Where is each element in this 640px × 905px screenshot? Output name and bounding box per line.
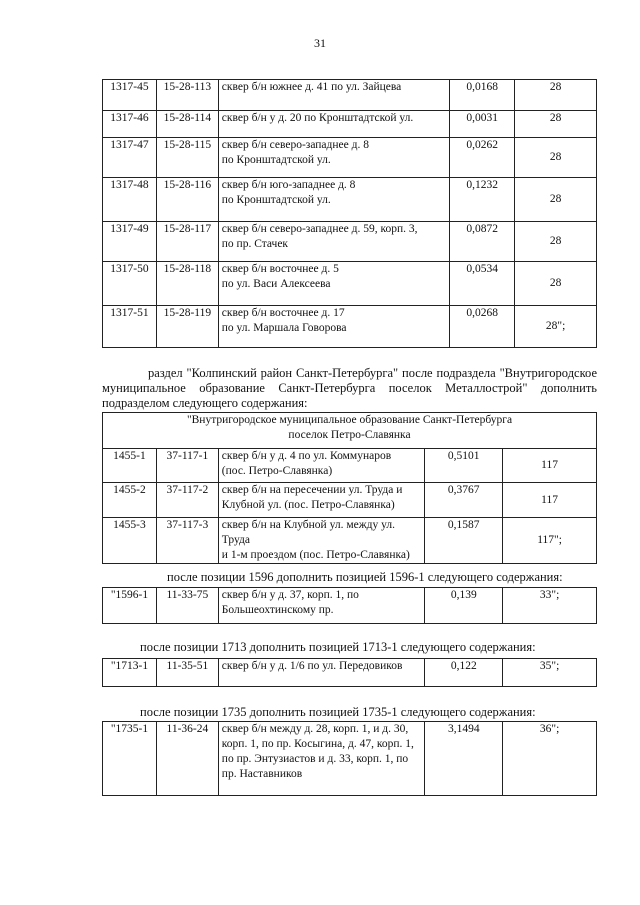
table-row: [103, 222, 597, 262]
description-line: Большеохтинскому пр.: [221, 604, 334, 616]
description-line: сквер б/н между д. 28, корп. 1, и д. 30,: [221, 723, 409, 735]
subsection-header: [103, 413, 597, 449]
position-code-cell: 1317-49: [103, 222, 157, 262]
registry-code-cell: 15-28-118: [156, 262, 218, 306]
district-number-cell: 33";: [503, 588, 597, 624]
description-cell: [218, 518, 425, 564]
registry-code-cell: 15-28-113: [156, 80, 218, 111]
description-line: по Кронштадтской ул.: [221, 194, 331, 206]
description-cell: [218, 80, 449, 111]
table-row: [103, 659, 597, 687]
description-line: пр. Наставников: [221, 768, 303, 780]
district-number-cell: 36";: [503, 722, 597, 796]
area-cell: 0,0872: [450, 222, 515, 262]
description-line: сквер б/н у д. 20 по Кронштадтской ул.: [221, 112, 414, 124]
position-code-cell: 1455-1: [103, 449, 157, 483]
district-number-cell: 28: [515, 178, 597, 222]
area-cell: 0,122: [425, 659, 503, 687]
area-cell: 0,0534: [450, 262, 515, 306]
description-cell: [218, 262, 449, 306]
position-code-cell: 1317-51: [103, 306, 157, 348]
description-cell: [218, 449, 425, 483]
description-line: Клубной ул. (пос. Петро-Славянка): [221, 499, 395, 511]
area-cell: 0,0268: [450, 306, 515, 348]
description-line: по Кронштадтской ул.: [221, 154, 331, 166]
insert-intro-1735: после позиции 1735 дополнить позицией 1735-1 следующего содержания:: [140, 705, 536, 719]
table-header-row: [103, 413, 597, 449]
page-number: 31: [314, 36, 326, 50]
description-line: сквер б/н у д. 1/6 по ул. Передовиков: [221, 660, 403, 672]
registry-code-cell: 15-28-119: [156, 306, 218, 348]
description-line: сквер б/н у д. 37, корп. 1, по: [221, 589, 359, 601]
registry-code-cell: 15-28-116: [156, 178, 218, 222]
table-row: [103, 111, 597, 138]
subsection-header-line: "Внутригородское муниципальное образование Санкт-Петербурга: [186, 414, 513, 426]
description-line: по пр. Энтузиастов и д. 33, корп. 1, по: [221, 753, 409, 765]
description-cell: [218, 659, 425, 687]
description-line: и 1-м проездом (пос. Петро-Славянка): [221, 549, 410, 561]
description-cell: [218, 178, 449, 222]
table-row: [103, 178, 597, 222]
position-code-cell: 1317-48: [103, 178, 157, 222]
position-code-cell: 1317-45: [103, 80, 157, 111]
table-row: [103, 262, 597, 306]
district-number-cell: 35";: [503, 659, 597, 687]
description-cell: [218, 138, 449, 178]
registry-code-cell: 11-35-51: [156, 659, 218, 687]
description-line: сквер б/н на Клубной ул. между ул. Труда: [221, 519, 395, 546]
table-insert-1596: [102, 587, 597, 624]
description-line: сквер б/н восточнее д. 5: [221, 263, 339, 275]
area-cell: 0,5101: [425, 449, 503, 483]
position-code-cell: "1713-1: [103, 659, 157, 687]
description-cell: [218, 306, 449, 348]
district-number-cell: 117";: [503, 518, 597, 564]
registry-code-cell: 37-117-3: [156, 518, 218, 564]
area-cell: 0,3767: [425, 483, 503, 518]
table-row: [103, 80, 597, 111]
insert-intro-1713: после позиции 1713 дополнить позицией 1713-1 следующего содержания:: [140, 640, 536, 654]
description-line: сквер б/н на пересечении ул. Труда и: [221, 484, 403, 496]
district-number-cell: 117: [503, 483, 597, 518]
description-cell: [218, 722, 425, 796]
paragraph-line: муниципальное образование Санкт-Петербурга поселок Металлострой" дополнить: [102, 381, 597, 395]
area-cell: 0,1232: [450, 178, 515, 222]
position-code-cell: "1735-1: [103, 722, 157, 796]
description-line: сквер б/н северо-западнее д. 8: [221, 139, 369, 151]
area-cell: 3,1494: [425, 722, 503, 796]
paragraph-line: раздел "Колпинский район Санкт-Петербурга" после подраздела "Внутригородское: [148, 366, 597, 380]
district-number-cell: 28: [515, 80, 597, 111]
area-cell: 0,0262: [450, 138, 515, 178]
registry-code-cell: 37-117-1: [156, 449, 218, 483]
district-number-cell: 117: [503, 449, 597, 483]
table-parks-district-15: [102, 79, 597, 348]
position-code-cell: "1596-1: [103, 588, 157, 624]
registry-code-cell: 15-28-117: [156, 222, 218, 262]
position-code-cell: 1317-50: [103, 262, 157, 306]
description-line: сквер б/н у д. 4 по ул. Коммунаров: [221, 450, 392, 462]
registry-code-cell: 15-28-114: [156, 111, 218, 138]
description-line: сквер б/н северо-западнее д. 59, корп. 3,: [221, 223, 418, 235]
table-row: [103, 518, 597, 564]
table-row: [103, 449, 597, 483]
district-number-cell: 28: [515, 138, 597, 178]
district-number-cell: 28";: [515, 306, 597, 348]
registry-code-cell: 37-117-2: [156, 483, 218, 518]
table-row: [103, 306, 597, 348]
table-row: [103, 722, 597, 796]
table-insert-1735: [102, 721, 597, 796]
description-line: сквер б/н юго-западнее д. 8: [221, 179, 356, 191]
table-row: [103, 138, 597, 178]
description-line: по пр. Стачек: [221, 238, 289, 250]
description-line: по ул. Васи Алексеева: [221, 278, 331, 290]
table-row: [103, 588, 597, 624]
position-code-cell: 1455-3: [103, 518, 157, 564]
description-line: по ул. Маршала Говорова: [221, 322, 347, 334]
area-cell: 0,0031: [450, 111, 515, 138]
section-paragraph: [102, 366, 597, 411]
description-line: сквер б/н южнее д. 41 по ул. Зайцева: [221, 81, 402, 93]
area-cell: 0,1587: [425, 518, 503, 564]
registry-code-cell: 15-28-115: [156, 138, 218, 178]
description-line: (пос. Петро-Славянка): [221, 465, 333, 477]
table-insert-1713: [102, 658, 597, 687]
district-number-cell: 28: [515, 222, 597, 262]
subsection-header-line: поселок Петро-Славянка: [288, 429, 411, 441]
area-cell: 0,139: [425, 588, 503, 624]
registry-code-cell: 11-36-24: [156, 722, 218, 796]
description-cell: [218, 483, 425, 518]
position-code-cell: 1317-47: [103, 138, 157, 178]
description-cell: [218, 111, 449, 138]
position-code-cell: 1455-2: [103, 483, 157, 518]
insert-intro-1596: после позиции 1596 дополнить позицией 1596-1 следующего содержания:: [167, 570, 563, 584]
description-line: корп. 1, по пр. Косыгина, д. 47, корп. 1,: [221, 738, 414, 750]
position-code-cell: 1317-46: [103, 111, 157, 138]
district-number-cell: 28: [515, 262, 597, 306]
description-cell: [218, 222, 449, 262]
description-cell: [218, 588, 425, 624]
table-petro-slavyanka: [102, 412, 597, 564]
table-row: [103, 483, 597, 518]
district-number-cell: 28: [515, 111, 597, 138]
paragraph-line: подразделом следующего содержания:: [102, 396, 308, 410]
description-line: сквер б/н восточнее д. 17: [221, 307, 345, 319]
area-cell: 0,0168: [450, 80, 515, 111]
registry-code-cell: 11-33-75: [156, 588, 218, 624]
